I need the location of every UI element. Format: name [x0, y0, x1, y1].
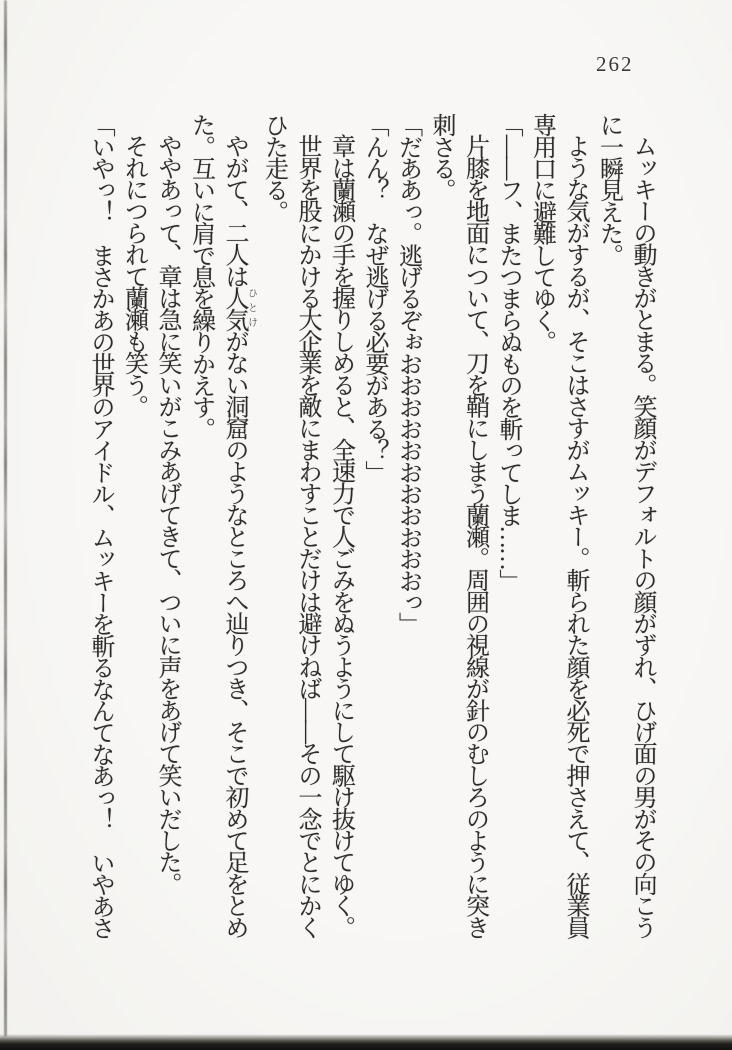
text-line: 「いやっ！ まさかあの世界のアイドル、ムッキーを斬るなんてなあっ！ いやあさ	[87, 113, 113, 938]
text-line: それにつられて蘭瀬も笑う。	[120, 134, 147, 417]
text-line: ややあって、章は急に笑いがこみあげてきて、ついに声をあげて笑いだした。	[154, 134, 180, 894]
bottom-page-edge	[0, 1034, 732, 1050]
text-line: た。互いに肩で息を繰りかえす。	[187, 113, 214, 439]
text-line: 世界を股にかける大企業を敵にまわすことだけは避けねば――その一念でとにかく	[294, 134, 320, 937]
text-line: 片膝を地面について、刀を鞘にしまう蘭瀬。周囲の視線が針のむしろのように突き	[461, 134, 488, 937]
page-number: 262	[596, 52, 634, 76]
text-line: に一瞬見えた。	[595, 113, 622, 265]
furigana-ruby: 人気ひとけ	[221, 285, 257, 330]
text-line: 「――フ、またつまらぬものを斬ってしま……」	[495, 113, 521, 591]
text-line: 「だああっ。逃げるぞぉおおおおおおおおおおおっ」	[394, 113, 421, 634]
text-line: 章は蘭瀬の手を握りしめると、全速力で人ごみをぬうようにして駆け抜けてゆく。	[327, 134, 354, 937]
text-line: ような気がするが、そこはさすがムッキー。斬られた顔を必死で押さえて、従業員	[562, 134, 588, 937]
text-line: やがて、二人は人気ひとけがない洞窟のようなところへ辿りつき、そこで初めて足をとめ	[221, 134, 257, 937]
text-line: ムッキーの動きがとまる。笑顔がデフォルトの顔がずれ、ひげ面の男がその向こう	[629, 134, 655, 937]
text-block	[83, 113, 659, 949]
text-line: 専用口に避難してゆく。	[528, 113, 555, 352]
text-line: ひた走る。	[260, 113, 287, 222]
text-line: 刺さる。	[428, 113, 454, 200]
text-line: 「んん？ なぜ逃げる必要がある？」	[361, 113, 387, 482]
binding-edge-line	[4, 0, 7, 1038]
